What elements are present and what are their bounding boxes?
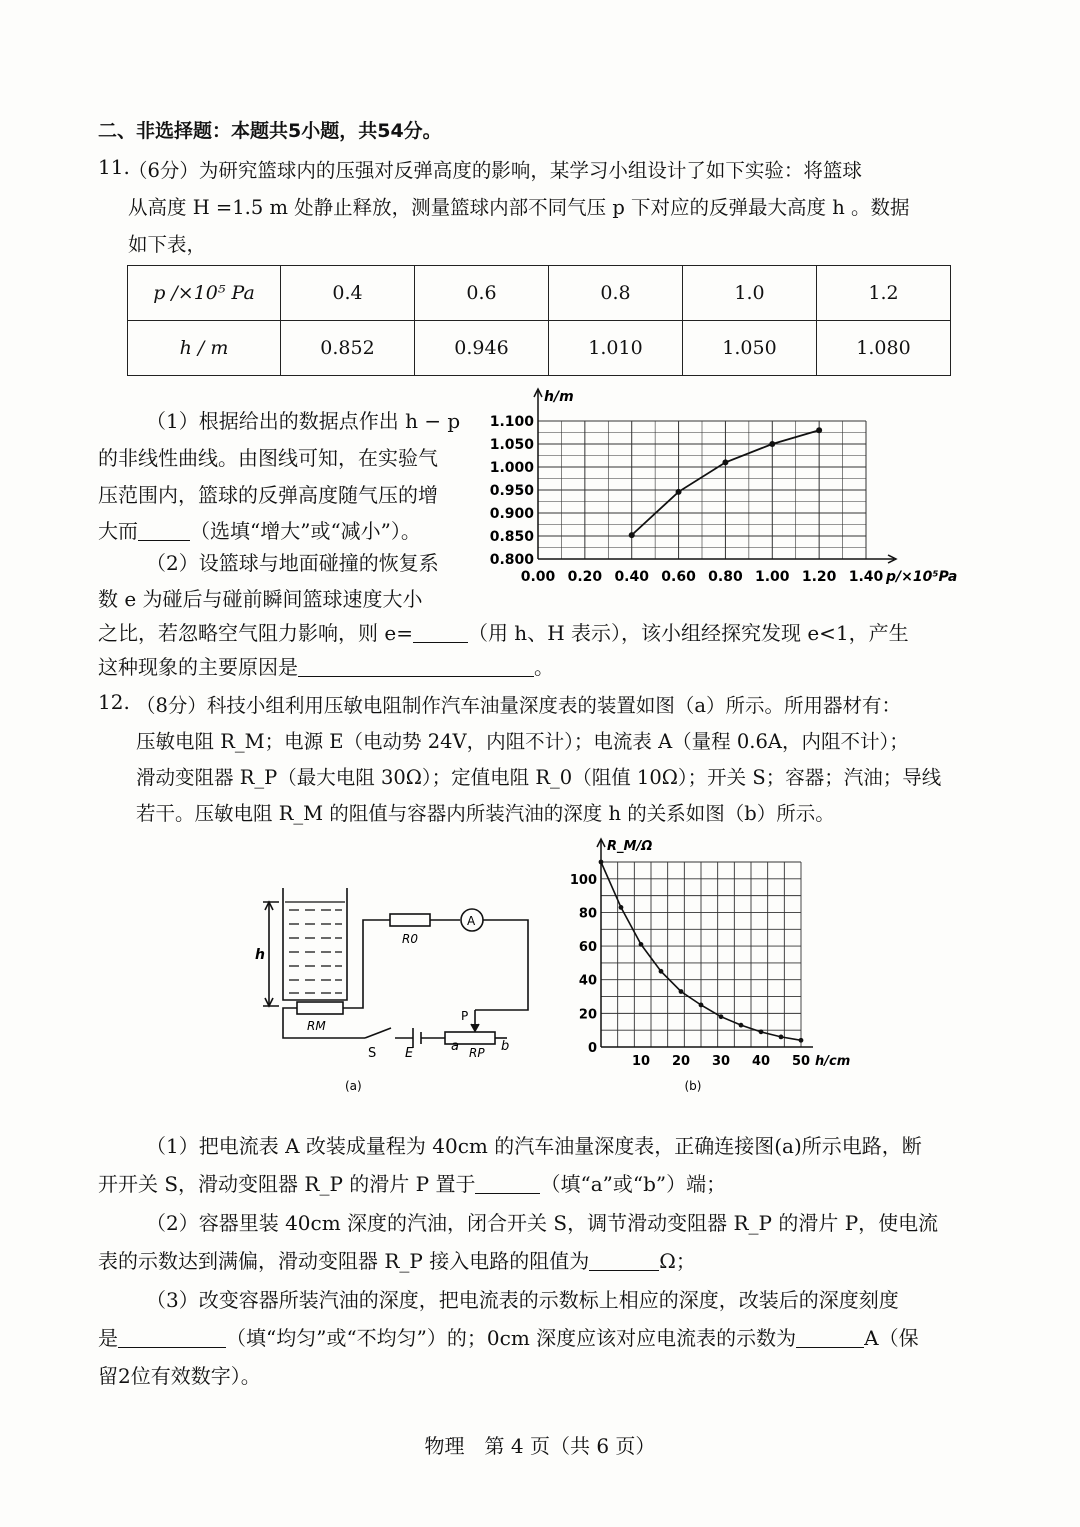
label-h: h [255,947,265,963]
text: （填“均匀”或“不均匀”）的；0cm 深度应该对应电流表的示数为 [226,1326,797,1350]
text: 这种现象的主要原因是 [98,655,298,679]
q11-part2-line4 [98,651,554,680]
text: A（保 [864,1326,919,1350]
x-tick-label: 1.00 [755,569,790,585]
data-point [699,1003,704,1008]
q12-number: 12. [98,690,130,714]
answer-blank[interactable] [118,1329,226,1348]
data-point [619,905,624,910]
q12-part2-line2 [98,1245,696,1274]
q11-part1-line3: 压范围内，篮球的反弹高度随气压的增 [98,483,438,507]
text: 大而 [98,519,138,543]
data-point [599,860,604,865]
text: 表的示数达到满偏，滑动变阻器 R_P 接入电路的阻值为 [98,1249,590,1273]
data-point [779,1035,784,1040]
q12-part2-line1: （2）容器里装 40cm 深度的汽油，闭合开关 S，调节滑动变阻器 R_P 的滑片 P，使电流 [146,1211,939,1235]
q11-part1-line2: 的非线性曲线。由图线可知，在实验气 [98,446,438,470]
y-tick-label: 20 [578,1007,597,1023]
table-row [128,321,951,376]
y-tick-label: 40 [578,973,597,989]
table-cell: 0.4 [281,266,415,321]
q11-line1: （6分）为研究篮球内的压强对反弹高度的影响，某学习小组设计了如下实验：将篮球 [128,159,862,182]
battery [413,1028,421,1048]
circuit-diagram [245,880,535,1095]
switch [365,1028,391,1038]
label-r0: R0 [402,932,418,946]
table-row [128,266,951,321]
y-axis-label: h/m [544,389,574,405]
data-point [769,441,775,447]
y-tick-label: 1.100 [489,414,534,430]
page-footer: 物理 第 4 页（共 6 页） [424,1434,656,1458]
data-point [639,942,644,947]
caption-b: (b) [684,1079,702,1093]
text: 开开关 S，滑动变阻器 R_P 的滑片 P 置于 [98,1172,476,1196]
x-tick-label: 0.40 [614,569,649,585]
table-cell: 1.080 [817,321,951,376]
y-tick-label: 0.800 [489,552,534,568]
x-tick-label: 0.20 [567,569,603,585]
table-header-h: h / m [128,321,281,376]
data-point [679,989,684,994]
x-tick-label: 0.00 [520,569,556,585]
x-axis-label: h/cm [815,1054,851,1069]
q11-line3: 如下表， [128,233,207,256]
text: 之比，若忽略空气阻力影响，则 e= [98,621,413,645]
x-tick-label: 0.80 [708,569,743,585]
x-tick-label: 50 [791,1054,811,1069]
q11-part1-line4 [98,515,421,544]
x-tick-label: 30 [711,1054,731,1069]
table-header-p: p /×10⁵ Pa [128,266,281,321]
table-cell: 1.010 [549,321,683,376]
answer-blank[interactable] [138,522,190,541]
q11-part2-line1: （2）设篮球与地面碰撞的恢复系 [146,551,439,575]
table-cell: 1.050 [683,321,817,376]
answer-blank[interactable] [589,1252,659,1271]
y-tick-label: 0.950 [489,483,534,499]
table-cell: 0.946 [415,321,549,376]
answer-blank[interactable] [413,624,468,643]
x-tick-label: 0.60 [661,569,696,585]
label-rm: RM [307,1019,326,1033]
q12-part1-line2 [98,1168,726,1197]
q12-part3-line2 [98,1322,919,1351]
x-tick-label: 40 [751,1054,771,1069]
label-e: E [405,1046,414,1061]
q11-part2-line3 [98,617,909,646]
caption-a: (a) [345,1079,362,1093]
gasoline-fill [285,902,345,993]
table-cell: 0.6 [415,266,549,321]
rm-h-chart [565,832,851,1097]
text: （填“a”或“b”）端； [540,1172,727,1196]
y-tick-label: 100 [569,872,597,888]
y-tick-label: 0.850 [489,529,534,545]
x-tick-label: 1.40 [848,569,884,585]
table-cell: 0.8 [549,266,683,321]
text: （用 h、H 表示），该小组经探究发现 e<1，产生 [467,621,909,645]
x-tick-label: 10 [631,1054,651,1069]
q12-line3: 滑动变阻器 R_P（最大电阻 30Ω）；定值电阻 R_0（阻值 10Ω）；开关 S；容器；汽油；导线 [136,766,942,789]
y-tick-label: 0 [587,1041,597,1056]
text: （选填“增大”或“减小”）。 [190,519,421,543]
data-point [719,1014,724,1019]
label-b-end: b [501,1039,510,1054]
table-cell: 1.0 [683,266,817,321]
h-p-chart [488,385,958,615]
x-tick-label: 20 [671,1054,691,1069]
text: Ω； [659,1249,696,1273]
q12-part3-line1: （3）改变容器所装汽油的深度，把电流表的示数标上相应的深度，改装后的深度刻度 [146,1288,899,1312]
q12-line4: 若干。压敏电阻 R_M 的阻值与容器内所装汽油的深度 h 的关系如图（b）所示。 [136,802,835,825]
section-title: 二、非选择题：本题共5小题，共54分。 [98,120,442,142]
data-point [759,1029,764,1034]
q11-data-table [127,265,951,376]
q11-line2: 从高度 H =1.5 m 处静止释放，测量篮球内部不同气压 p 下对应的反弹最大高度 h 。数据 [128,196,910,219]
y-tick-label: 0.900 [489,506,534,522]
label-a-end: a [451,1039,459,1054]
q11-number: 11. [98,155,130,179]
data-point [816,427,822,433]
table-cell: 0.852 [281,321,415,376]
data-point [659,969,664,974]
answer-blank[interactable] [298,658,534,677]
q12-part1-line1: （1）把电流表 A 改装成量程为 40cm 的汽车油量深度表，正确连接图(a)所示电路，断 [146,1134,922,1158]
q12-line1: （8分）科技小组利用压敏电阻制作汽车油量深度表的装置如图（a）所示。所用器材有： [136,694,902,717]
y-tick-label: 80 [578,906,597,922]
y-tick-label: 1.050 [489,437,534,453]
q12-line2: 压敏电阻 R_M；电源 E（电动势 24V，内阻不计）；电流表 A（量程 0.6A，内阻不计）； [136,730,909,753]
data-point [799,1038,804,1043]
label-rp: RP [469,1046,485,1060]
label-p: P [461,1009,469,1023]
q11-part2-line2: 数 e 为碰后与碰前瞬间篮球速度大小 [98,587,423,611]
x-axis-label: p/×10⁵Pa [886,569,958,585]
data-point [676,489,682,495]
x-tick-label: 1.20 [801,569,837,585]
depth-arrow [263,902,279,1006]
y-axis-label: R_M/Ω [607,839,653,854]
y-tick-label: 1.000 [489,460,534,476]
y-tick-label: 60 [578,940,597,956]
q11-part1-line1: （1）根据给出的数据点作出 h − p [146,409,461,433]
table-cell: 1.2 [817,266,951,321]
label-s: S [368,1046,377,1061]
answer-blank[interactable] [475,1175,540,1194]
data-point [739,1023,744,1028]
label-a: A [467,914,476,928]
rm-resistor [297,1002,343,1014]
text: 。 [534,655,554,679]
container-outline [283,888,347,1000]
data-point [629,532,635,538]
data-point [722,459,728,465]
r0-resistor [390,914,430,926]
q12-part3-line3: 留2位有效数字）。 [98,1364,261,1388]
text: 是 [98,1326,118,1350]
answer-blank[interactable] [796,1329,864,1348]
